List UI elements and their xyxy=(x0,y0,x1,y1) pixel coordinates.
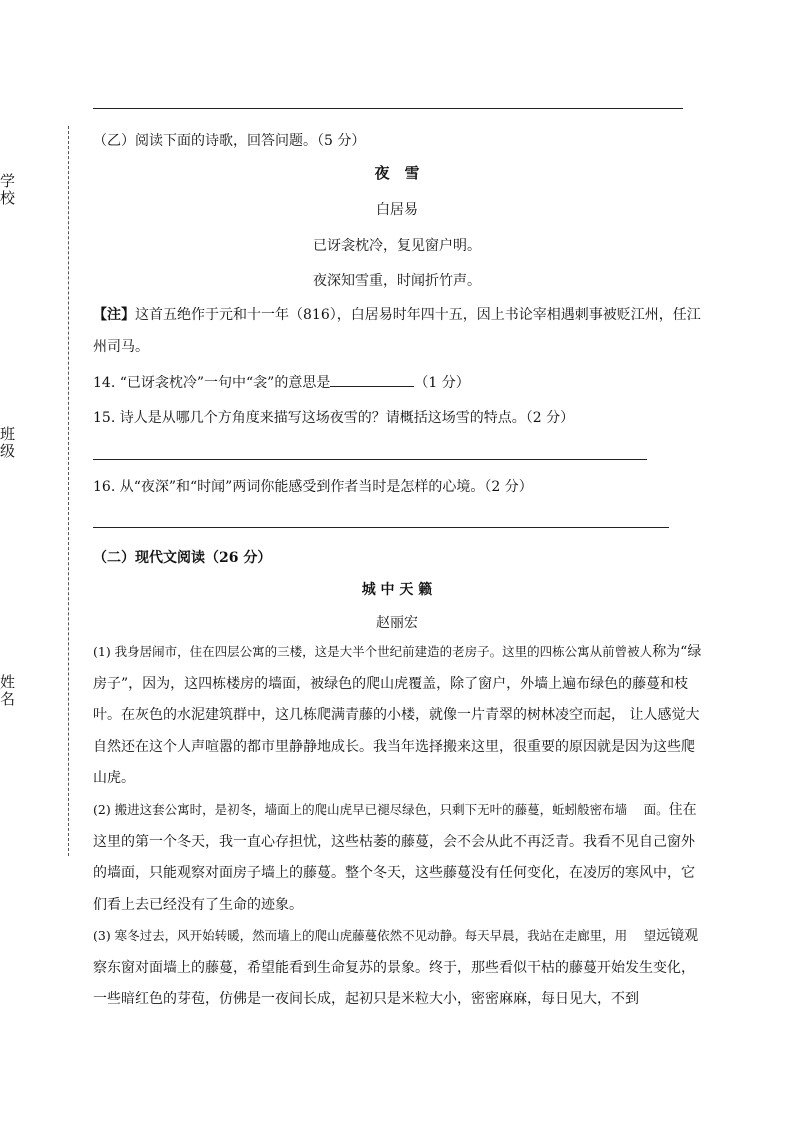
poem-title: 夜 雪 xyxy=(374,164,420,182)
paragraph-1 xyxy=(93,636,707,795)
question-15: 15. 诗人是从哪几个方角度来描写这场夜雪的？请概括这场雪的特点。（2 分） xyxy=(93,410,575,426)
question-14 xyxy=(93,372,470,393)
section-2-heading: （二）现代文阅读（26 分） xyxy=(93,550,272,566)
question-16: 16. 从“夜深”和“时闻”两词你能感受到作者当时是怎样的心境。（2 分） xyxy=(93,479,533,495)
q14-prefix: 14. “已讶衾枕冷”一句中“衾”的意思是 xyxy=(93,375,331,391)
paragraph-2 xyxy=(93,794,707,921)
sidebar-class-label: 班级 xyxy=(0,425,16,460)
sidebar-name-label: 姓名 xyxy=(0,673,16,708)
p2-lead: (2) 搬进这套公寓时，是初冬，墙面上的爬山虎早已褪尽绿色，只剩下无叶的藤蔓，蚯蚓般密布墙 面。 xyxy=(93,802,669,817)
p3-rest: 远镜观察东窗对面墙上的藤蔓，希望能看到生命复苏的景象。终于，那些看似干枯的藤蔓开始发生变化，一些暗红色的芽苞，仿佛是一夜间长成，起初只是米粒大小，密密麻麻，每日见大，不到 xyxy=(93,928,699,1007)
poem-author: 白居易 xyxy=(376,202,418,218)
poem-line-1: 已讶衾枕冷，复见窗户明。 xyxy=(313,238,481,254)
poem-note xyxy=(93,300,707,363)
p1-lead: (1) 我身居闹市，住在四层公寓的三楼，这是大半个世纪前建造的老房子。这里的四栋公寓从前曾被人 xyxy=(93,644,653,659)
q16-answer-line[interactable] xyxy=(93,527,669,528)
article-author: 赵丽宏 xyxy=(376,615,418,631)
article-title: 城 中 天 籁 xyxy=(361,582,433,598)
p1-rest: 称为“绿房子”，因为，这四栋楼房的墙面，被绿色的爬山虎覆盖，除了窗户，外墙上遍布绿色的藤蔓和枝叶。在灰色的水泥建筑群中，这几栋爬满青藤的小楼，就像一片青翠的树林凌空而起， 让人感觉大自然还在这个人声喧嚣的都市里静静地成长。我当年选择搬来这里，很重要的原因就是因为这些爬山虎。 xyxy=(93,644,702,786)
note-text: 这首五绝作于元和十一年（816），白居易时年四十五，因上书论宰相遇刺事被贬江州，任江州司马。 xyxy=(93,307,701,355)
poem-line-2: 夜深知雪重，时闻折竹声。 xyxy=(313,273,481,289)
note-label: 【注】 xyxy=(93,307,135,323)
q15-answer-line[interactable] xyxy=(93,459,647,460)
top-rule xyxy=(93,108,683,109)
p3-lead: (3) 寒冬过去，风开始转暖，然而墙上的爬山虎藤蔓依然不见动静。每天早晨，我站在走廊里，用 望 xyxy=(93,928,657,943)
q14-suffix: （1 分） xyxy=(414,375,470,391)
section-b-heading: （乙）阅读下面的诗歌，回答问题。（5 分） xyxy=(93,133,366,149)
sidebar-school-label: 学校 xyxy=(0,172,16,207)
paragraph-3 xyxy=(93,920,707,1016)
q14-answer-blank[interactable] xyxy=(330,372,414,387)
p2-rest: 住在这里的第一个冬天，我一直心存担忧，这些枯萎的藤蔓，会不会从此不再泛青。我看不见自己窗外的墙面，只能观察对面房子墙上的藤蔓。整个冬天，这些藤蔓没有任何变化，在凌厉的寒风中，它们看上去已经没有了生命的迹象。 xyxy=(93,802,697,913)
